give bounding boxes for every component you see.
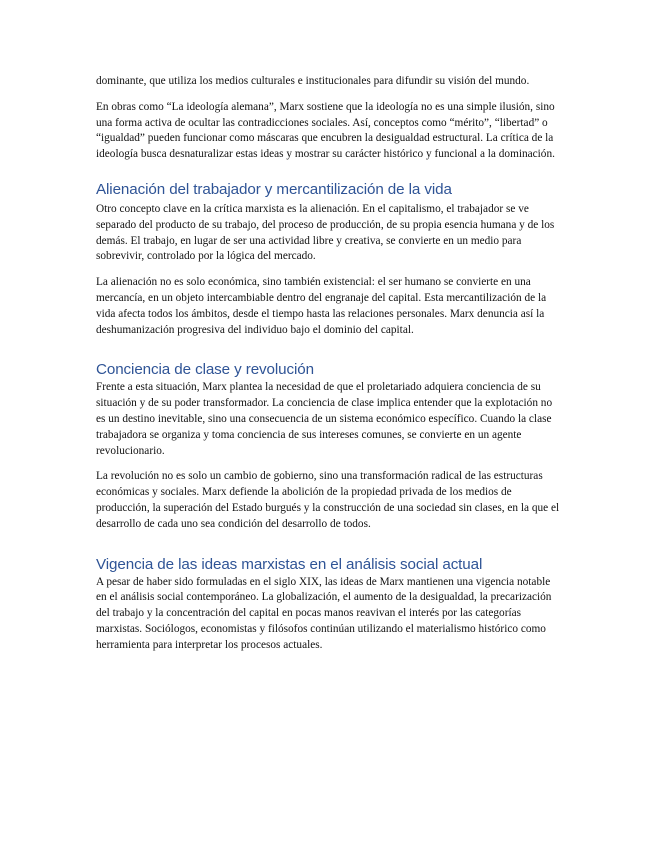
- paragraph-class-consciousness: Frente a esta situación, Marx plantea la necesidad de que el proletariado adquiera conciencia de su situación y de su poder transformador. La conciencia de clase implica entender que la explotación no es un destino inevitable, sino una consecuencia de un sistema económico específico. Cuando la clase trabajadora se organiza y toma conciencia de sus intereses comunes, se convierte en un agente revolucionario.: [96, 381, 553, 457]
- document-page: [96, 74, 562, 654]
- paragraph-alienation-intro: Otro concepto clave en la crítica marxista es la alienación. En el capitalismo, el trabajador se ve separado del producto de su trabajo, del proceso de producción, de su propia esencia humana y de los demás. El trabajo, en lugar de ser una actividad libre y creativa, se convierte en un medio para sobrevivir, controlado por la lógica del mercado.: [96, 202, 555, 263]
- heading-class-consciousness: Conciencia de clase y revolución: [96, 361, 314, 379]
- paragraph-marxist-relevance: A pesar de haber sido formuladas en el siglo XIX, las ideas de Marx mantienen una vigencia notable en el análisis social contemporáneo. La globalización, el aumento de la desigualdad, la precarización del trabajo y la concentración del capital en pocas manos reavivan el interés por las categorías marxistas. Sociólogos, economistas y filósofos continúan utilizando el materialismo histórico como herramienta para interpretar los procesos actuales.: [96, 575, 552, 651]
- heading-marxist-relevance: Vigencia de las ideas marxistas en el análisis social actual: [96, 555, 483, 573]
- paragraph-alienation-existential: La alienación no es solo económica, sino también existencial: el ser humano se convierte en una mercancía, en un objeto intercambiable dentro del engranaje del capital. Esta mercantilización de la vida afecta todos los ámbitos, desde el tiempo hasta las relaciones personales. Marx denuncia así la deshumanización progresiva del individuo bajo el dominio del capital.: [96, 276, 547, 336]
- paragraph-ideology-end: dominante, que utiliza los medios culturales e institucionales para difundir su visión del mundo.: [96, 75, 530, 87]
- paragraph-ideology-critique: En obras como “La ideología alemana”, Marx sostiene que la ideología no es una simple ilusión, sino una forma activa de ocultar las contradicciones sociales. Así, conceptos como “mérito”, “libertad” o “igualdad” pueden funcionar como máscaras que encubren la desigualdad estructural. La crítica de la ideología busca desnaturalizar estas ideas y mostrar su carácter histórico y funcional a la dominación.: [96, 100, 555, 161]
- paragraph-revolution: La revolución no es solo un cambio de gobierno, sino una transformación radical de las estructuras económicas y sociales. Marx defiende la abolición de la propiedad privada de los medios de producción, la superación del Estado burgués y la construcción de una sociedad sin clases, en la que el desarrollo de cada uno sea condición del desarrollo de todos.: [96, 470, 560, 530]
- heading-alienation: Alienación del trabajador y mercantilización de la vida: [96, 180, 452, 198]
